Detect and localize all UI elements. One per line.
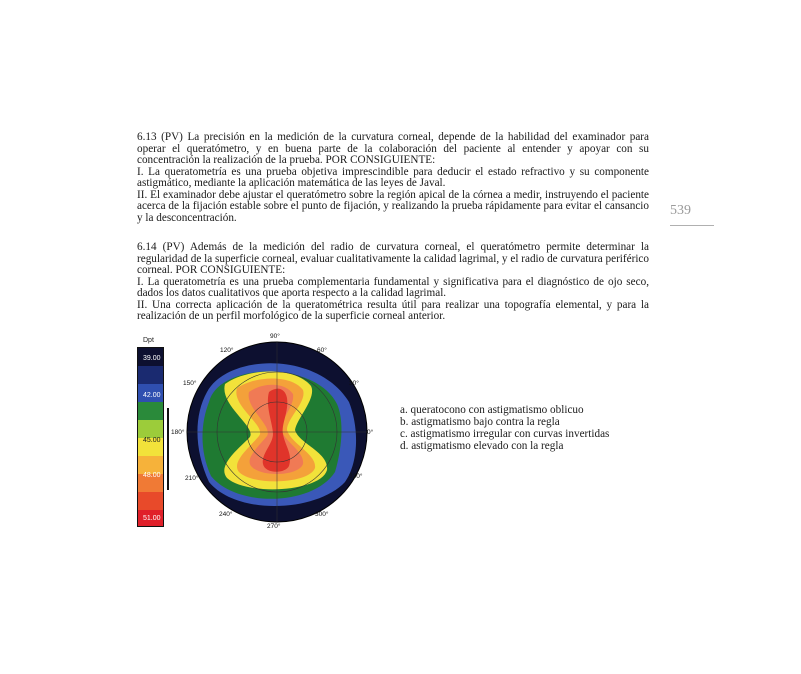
question-6-13-intro: 6.13 (PV) La precisión en la medición de la curvatura corneal, depende de la habilidad del examinador para operar el queratómetro, y en buena parte de la colaboración del paciente al entender y apoyar con su concentración la realización de la prueba. POR CONSIGUIENTE: (137, 131, 649, 166)
scale-label-51: 51.00 (143, 515, 161, 522)
answer-option-b: b. astigmatismo bajo contra la regla (400, 416, 560, 428)
angle-210: 210° (185, 475, 199, 482)
angle-60: 60° (317, 347, 327, 354)
angle-0: 0° (367, 429, 374, 436)
answer-option-c: c. astigmatismo irregular con curvas invertidas (400, 428, 610, 440)
scale-label-39: 39.00 (143, 355, 161, 362)
angle-120: 120° (220, 347, 234, 354)
angle-240: 240° (219, 511, 233, 518)
range-indicator (167, 408, 169, 490)
angle-180: 180° (171, 429, 185, 436)
answer-option-d: d. astigmatismo elevado con la regla (400, 440, 564, 452)
question-6-13-statement-2: II. El examinador debe ajustar el queratómetro sobre la región apical de la córnea a medir, instruyendo el paciente acerca de la fijación estable sobre el punto de fijación, y realizando la prueba rápidamente para evitar el cansancio y la desconcentración. (137, 188, 649, 224)
page-number: 539 (670, 203, 691, 218)
scale-band-5 (138, 420, 163, 438)
angle-150: 150° (183, 380, 197, 387)
corneal-topography-figure (137, 330, 377, 530)
scale-band-4 (138, 402, 163, 420)
angle-300: 300° (315, 511, 329, 518)
question-6-13-statement-1: I. La queratometría es una prueba objetiva imprescindible para deducir el estado refractivo y su componente astigmático, mediante la aplicación matemática de las leyes de Javal. (137, 165, 649, 189)
question-6-14-statement-1: I. La queratometría es una prueba complementaria fundamental y significativa para el diagnóstico de ojo seco, dados los datos cualitativos que aporta respecto a la calidad lagrimal. (137, 275, 649, 299)
scale-label-48: 48.00 (143, 472, 161, 479)
scale-band-2 (138, 366, 163, 384)
scale-label-45: 45.00 (143, 437, 161, 444)
question-6-14-statement-2: II. Una correcta aplicación de la queratométrica resulta útil para realizar una topografía elemental, y para la realización de un perfil morfológico de la superficie corneal anterior. (137, 298, 649, 322)
angle-330: 330° (349, 473, 363, 480)
scale-band-9 (138, 492, 163, 510)
angle-270: 270° (267, 523, 281, 530)
topography-disc (187, 342, 367, 522)
scale-unit-label: Dpt (143, 337, 154, 344)
question-6-14-intro: 6.14 (PV) Además de la medición del radio de curvatura corneal, el queratómetro permite determinar la regularidad de la superficie corneal, evaluar cualitativamente la calidad lagrimal, y el radio de curvatura periférico corneal. POR CONSIGUIENTE: (137, 241, 649, 276)
corneal-topography-map (137, 330, 377, 530)
question-6-13 (137, 132, 649, 224)
answer-options (400, 404, 609, 452)
question-6-14 (137, 242, 649, 323)
angle-30: 30° (349, 380, 359, 387)
page-number-rule (670, 225, 714, 226)
scale-label-42: 42.00 (143, 392, 161, 399)
answer-option-a: a. queratocono con astigmatismo oblicuo (400, 404, 584, 416)
angle-90: 90° (270, 333, 280, 340)
